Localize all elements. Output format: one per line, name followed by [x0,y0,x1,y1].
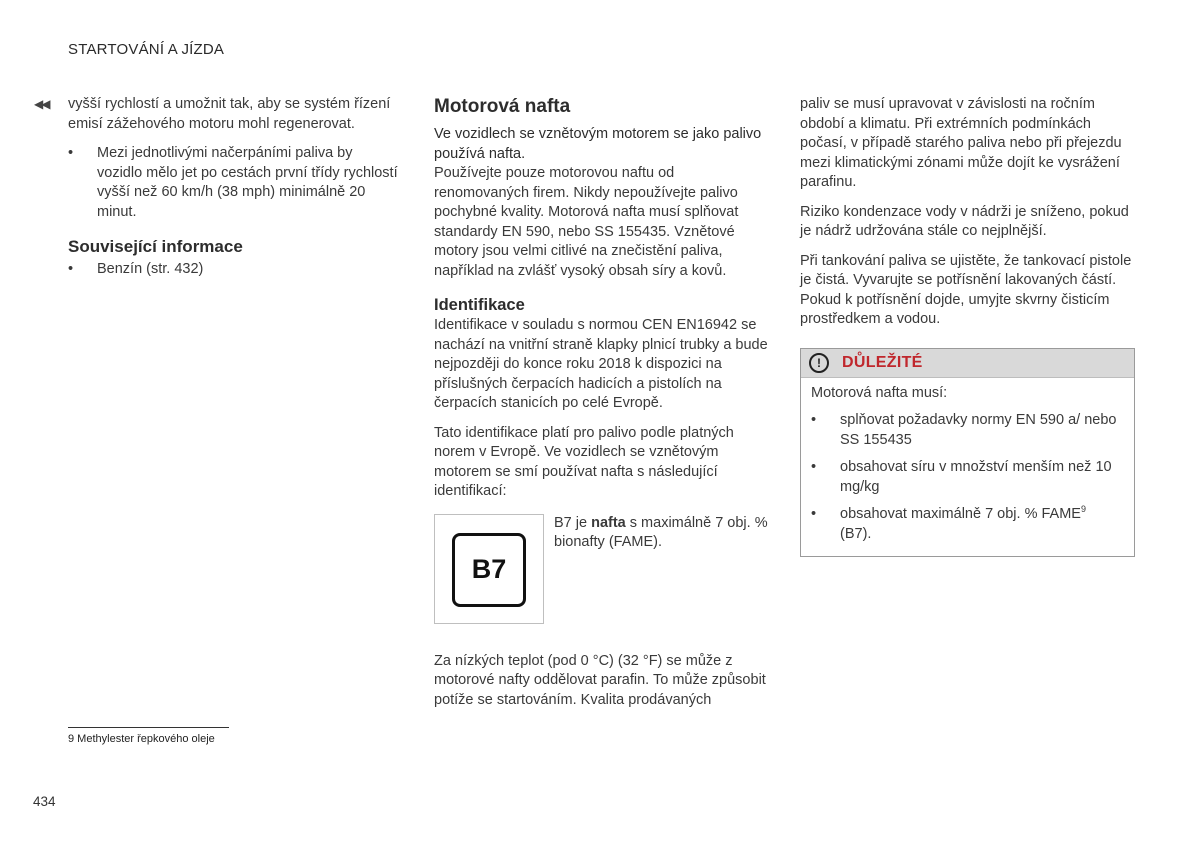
list-item-text-tail: (B7). [840,525,872,542]
related-link-item[interactable] [68,260,398,280]
related-info-heading: Související informace [68,237,243,256]
bullet-icon: • [811,506,817,522]
b7-identification [434,514,769,632]
b7-text-pre: B7 je [554,514,592,531]
footnote: 9 Methylester řepkového oleje [68,733,215,745]
low-temperature-paragraph: Za nízkých teplot (pod 0 °C) (32 °F) se může z motorové nafty oddělovat parafin. To může způsobit potíže se startováním. Kvalita prodávaných [434,652,766,708]
continued-paragraph: vyšší rychlostí a umožnit tak, aby se systém řízení emisí zážehového motoru mohl regenerovat. [68,96,391,132]
column-left [68,95,398,280]
condensation-paragraph: Riziko kondenzace vody v nádrži je sníženo, pokud je nádrž udržována stále co nejplnější. [800,203,1129,239]
list-item-text: obsahovat maximálně 7 obj. % FAME [840,506,1081,522]
identification-heading: Identifikace [434,296,525,314]
fuel-quality-paragraph: paliv se musí upravovat v závislosti na ročním období a klimatu. Při extrémních podmínkách počasí, v případě starého paliva nebo při přejezdu mezi klimatickými zónami může dojít ke vysrážení parafinu. [800,96,1122,190]
important-notice-title: DŮLEŽITÉ [842,353,923,371]
list-item [68,144,398,222]
continuation-arrow-icon: ◀◀ [34,97,49,111]
list-item-text: splňovat požadavky normy EN 590 a/ nebo SS 155435 [840,412,1117,448]
b7-description [554,514,774,553]
section-lead: Ve vozidlech se vznětovým motorem se jako palivo používá nafta. [434,126,762,162]
related-link-text[interactable]: Benzín (str. 432) [97,261,204,277]
list-item [811,411,1124,450]
bullet-icon: • [811,412,817,428]
footnote-divider [68,727,229,728]
b7-label-frame [434,514,544,624]
identification-paragraph-2: Tato identifikace platí pro palivo podle platných norem v Evropě. Ve vozidlech se vznětovým motorem se smí používat nafta s následující identifikací: [434,424,734,499]
list-item [811,458,1124,497]
bullet-icon: • [811,459,817,475]
section-title: Motorová nafta [434,96,571,117]
column-middle [434,95,769,710]
page-number: 434 [33,794,56,809]
exclamation-icon: ! [809,353,829,373]
b7-text-bold: nafta [591,514,626,531]
bullet-icon: • [68,261,74,277]
important-notice-header [801,349,1134,378]
list-item [811,505,1124,544]
notice-intro: Motorová nafta musí: [811,384,948,401]
chapter-header: STARTOVÁNÍ A JÍZDA [68,41,225,58]
identification-paragraph: Identifikace v souladu s normou CEN EN16942 se nachází na vnitřní straně klapky plnicí trubky a bude nejpozději do konce roku 2018 k dispozici na příslušných čerpacích hadicích a pistolích na čerpacích stanicích po celé Evropě. [434,317,768,411]
important-notice-body [801,378,1134,557]
b7-text-post: s maximálně 7 obj. % bionafty (FAME). [554,514,768,550]
list-item-text: Mezi jednotlivými načerpáními paliva by vozidlo mělo jet po cestách první třídy rychlostí vyšší než 60 km/h (38 mph) minimálně 20 minut. [97,145,398,220]
bullet-icon: • [68,145,74,161]
b7-fuel-label-icon: B7 [452,533,526,607]
footnote-reference[interactable]: 9 [1080,504,1086,515]
refueling-paragraph: Při tankování paliva se ujistěte, že tankovací pistole je čistá. Vyvarujte se potřísnění lakovaných částí. Pokud k potřísnění dojde, umyjte skvrny čisticím prostředkem a vodou. [800,252,1132,327]
important-notice-box [800,348,1135,558]
list-item-text: obsahovat síru v množství menším než 10 mg/kg [840,459,1112,495]
column-right [800,95,1135,557]
diesel-paragraph: Používejte pouze motorovou naftu od renomovaných firem. Nikdy nepoužívejte palivo pochybné kvality. Motorová nafta musí splňovat standardy EN 590, nebo SS 155435. Vznětové motory jsou velmi citlivé na znečistění paliva, například na zvlášť vysoký obsah síry a kovů. [434,165,739,279]
